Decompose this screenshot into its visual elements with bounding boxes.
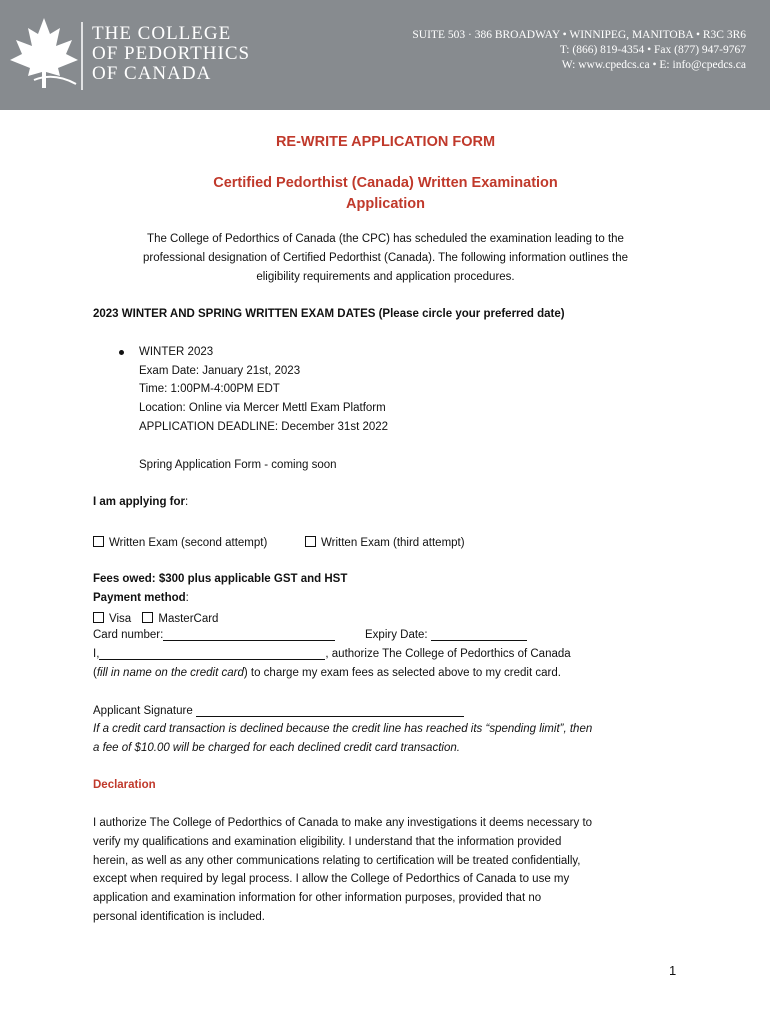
org-name-line: THE COLLEGE [92, 23, 232, 44]
charge-authorization [93, 667, 561, 679]
intro-line: eligibility requirements and application procedures. [256, 271, 515, 283]
card-number-label: Card number: [93, 629, 164, 641]
org-name-line: OF CANADA [92, 63, 212, 84]
exam-session-name[interactable]: WINTER 2023 [139, 346, 214, 358]
form-subtitle-line2: Application [346, 196, 425, 212]
cardholder-name-line[interactable] [99, 659, 325, 660]
intro-line: professional designation of Certified Pedorthist (Canada). The following information outlines the [143, 252, 628, 264]
exam-date: Exam Date: January 21st, 2023 [139, 365, 301, 377]
organization-name [92, 24, 250, 84]
applying-for-colon: : [185, 496, 189, 508]
page-number: 1 [669, 963, 677, 978]
declaration-line: except when required by legal process. I allow the College of Pedorthics of Canada to use my [93, 873, 570, 885]
checkbox-third-attempt[interactable] [305, 536, 316, 547]
payment-method-colon: : [185, 592, 189, 604]
payment-method-label [93, 592, 189, 604]
letterhead [0, 0, 770, 110]
payment-options [93, 612, 218, 625]
applicant-signature-field[interactable] [93, 705, 464, 717]
application-deadline: APPLICATION DEADLINE: December 31st 2022 [139, 421, 389, 433]
intro-line: The College of Pedorthics of Canada (the CPC) has scheduled the examination leading to the [147, 233, 624, 245]
applying-for-text: I am applying for [93, 496, 186, 508]
expiry-date-label: Expiry Date: [365, 629, 428, 641]
bullet-icon [119, 350, 124, 355]
declined-notice-line: a fee of $10.00 will be charged for each declined credit card transaction. [93, 742, 460, 754]
declaration-line: application and examination information for other information purposes, provided that no [93, 892, 542, 904]
signature-label: Applicant Signature [93, 705, 193, 717]
payment-method-text: Payment method [93, 592, 186, 604]
form-title: RE-WRITE APPLICATION FORM [275, 134, 496, 150]
maple-leaf-icon [4, 14, 84, 94]
charge-text: ) to charge my exam fees as selected above to my credit card. [243, 667, 561, 679]
fill-name-note: fill in name on the credit card [96, 667, 244, 679]
authorize-suffix: , authorize The College of Pedorthics of Canada [325, 648, 571, 660]
option-third-attempt[interactable] [305, 536, 465, 549]
authorize-prefix: I, [93, 648, 100, 660]
expiry-date-line[interactable] [431, 640, 527, 641]
declaration-line: personal identification is included. [93, 911, 265, 923]
checkbox-mastercard[interactable] [142, 612, 153, 623]
card-number-field[interactable] [93, 629, 335, 641]
exam-dates-heading: 2023 WINTER AND SPRING WRITTEN EXAM DATES (Please circle your preferred date) [93, 308, 565, 320]
declaration-line: herein, as well as any other communications relating to certification will be treated confidentially, [93, 855, 581, 867]
web-email-line: W: www.cpedcs.ca • E: info@cpedcs.ca [561, 59, 746, 71]
address-line: SUITE 503 · 386 BROADWAY • WINNIPEG, MANITOBA • R3C 3R6 [412, 29, 746, 41]
open-paren: ( [93, 667, 97, 679]
org-name-line: OF PEDORTHICS [92, 43, 251, 64]
cardholder-name-field[interactable] [93, 648, 571, 660]
checkbox-visa[interactable] [93, 612, 104, 623]
expiry-date-field[interactable] [365, 629, 527, 641]
signature-line[interactable] [196, 716, 464, 717]
option-second-attempt[interactable] [93, 536, 267, 549]
declaration-heading: Declaration [93, 779, 156, 791]
mastercard-label: MasterCard [158, 613, 219, 625]
card-number-line[interactable] [163, 640, 335, 641]
declined-notice-line: If a credit card transaction is declined because the credit line has reached its “spending limit”, then [93, 723, 593, 735]
checkbox-second-attempt[interactable] [93, 536, 104, 547]
option-second-label: Written Exam (second attempt) [109, 537, 268, 549]
exam-location: Location: Online via Mercer Mettl Exam Platform [139, 402, 386, 414]
contact-block [412, 28, 746, 73]
declaration-line: I authorize The College of Pedorthics of Canada to make any investigations it deems necessary to [93, 817, 593, 829]
visa-label: Visa [109, 613, 132, 625]
applying-for-label [93, 496, 188, 508]
spring-form-note: Spring Application Form - coming soon [139, 459, 337, 471]
phone-fax-line: T: (866) 819-4354 • Fax (877) 947-9767 [559, 44, 746, 56]
option-third-label: Written Exam (third attempt) [321, 537, 465, 549]
form-subtitle-line1: Certified Pedorthist (Canada) Written Examination [213, 175, 558, 191]
fees-owed: Fees owed: $300 plus applicable GST and HST [93, 573, 348, 585]
declaration-line: verify my qualifications and examination eligibility. I understand that the information provided [93, 836, 562, 848]
exam-time: Time: 1:00PM-4:00PM EDT [139, 383, 280, 395]
